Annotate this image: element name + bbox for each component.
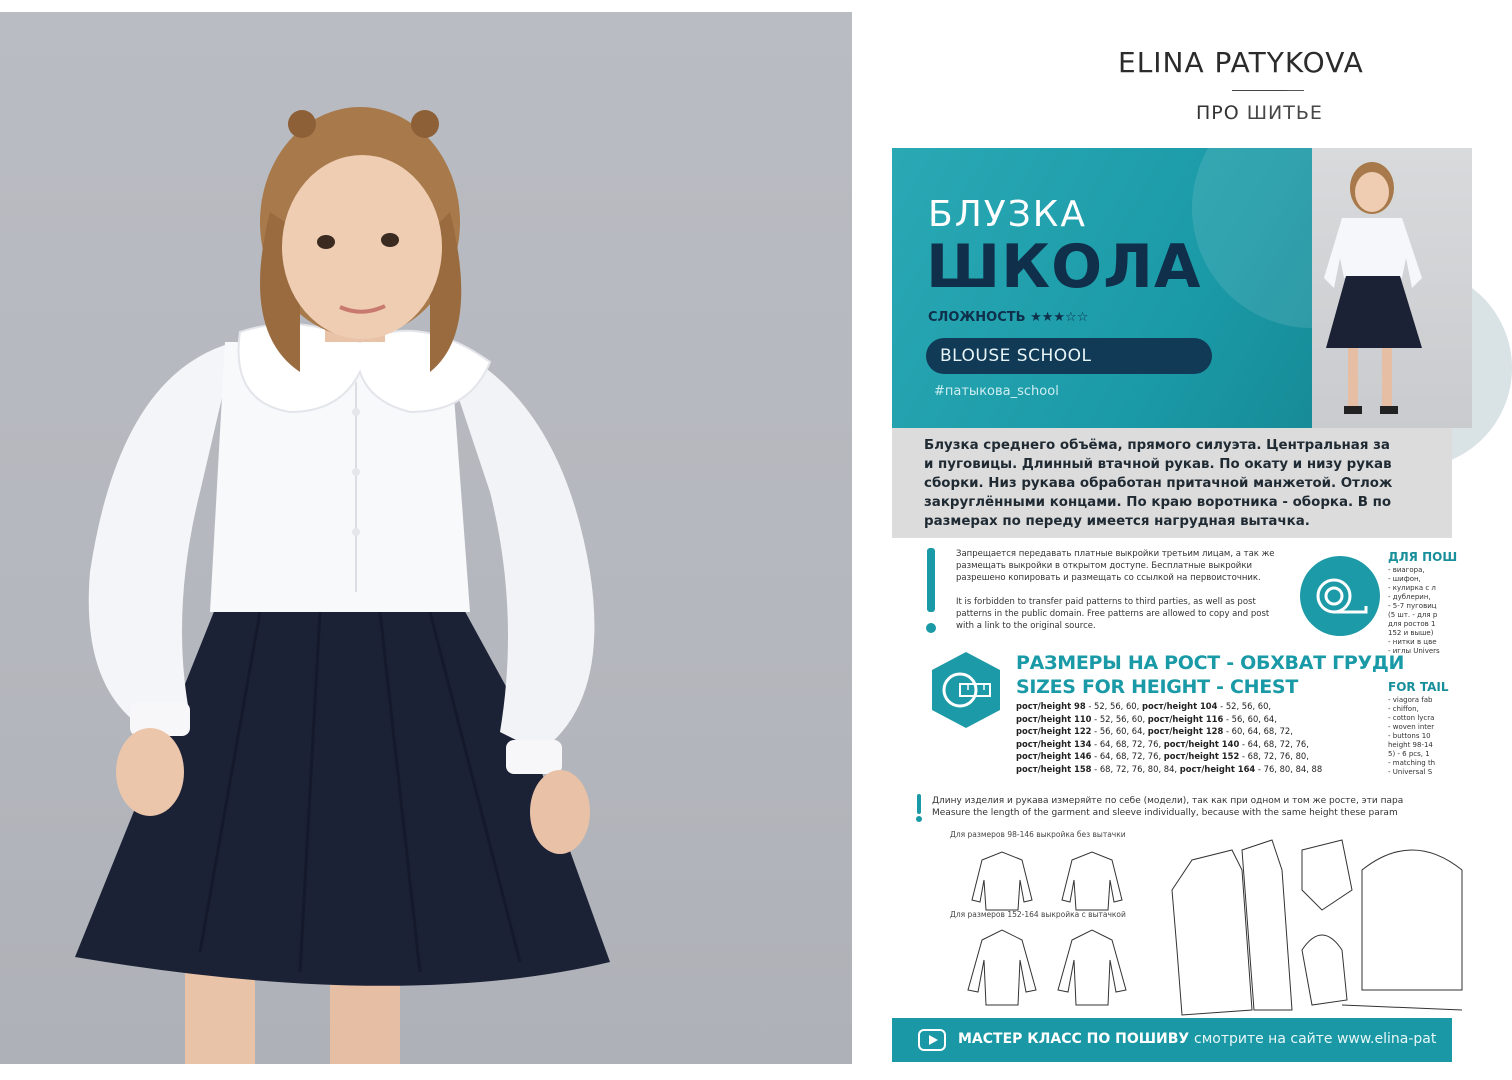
description [892,428,1452,538]
description-line: размерах по переду имеется нагрудная вытачка. [924,514,1310,529]
materials-list-en [1388,696,1435,777]
list-item: - Universal S [1388,768,1433,776]
footer-link[interactable]: смотрите на сайте www.elina-pat [1194,1031,1437,1047]
hashtag: #патыкова_school [934,384,1059,399]
english-name-pill: BLOUSE SCHOOL [926,338,1212,374]
difficulty-rating [928,310,1088,325]
difficulty-stars: ★★★☆☆ [1030,310,1089,325]
title-line-1: БЛУЗКА [928,194,1087,235]
list-item: height 98-14 [1388,741,1433,749]
list-item: - cotton lycra [1388,714,1435,722]
size-row: рост/height 158 - 68, 72, 76, 80, 84, рост/height 164 - 76, 80, 84, 88 [1016,763,1323,774]
play-icon[interactable] [918,1029,946,1051]
title-line-2: ШКОЛА [926,232,1202,302]
measuring-tape-icon [926,650,1006,730]
description-line: и пуговицы. Длинный втачной рукав. По окату и низу рукав [924,457,1392,472]
list-item: - buttons 10 [1388,732,1431,740]
list-item: - viagora fab [1388,696,1433,704]
description-line: Блузка среднего объёма, прямого силуэта. Центральная за [924,438,1390,453]
list-item: - виагора, [1388,566,1425,574]
materials-list-ru [1388,566,1440,656]
measure-note-en: Measure the length of the garment and sleeve individually, because with the same height these param [932,808,1398,818]
note-small-sizes: Для размеров 98-146 выкройка без вытачки [950,830,1126,839]
list-item: - chiffon, [1388,705,1419,713]
product-photo [0,12,852,1064]
footer-label: МАСТЕР КЛАСС ПО ПОШИВУ [958,1031,1190,1047]
hero-banner [892,148,1452,428]
size-row: рост/height 134 - 64, 68, 72, 76, рост/height 140 - 64, 68, 72, 76, [1016,738,1309,749]
pattern-sketches [942,830,1462,1020]
list-item: - нитки в цве [1388,638,1437,646]
left-hand [116,728,184,816]
size-row: рост/height 122 - 56, 60, 64, рост/height 128 - 60, 64, 68, 72, [1016,726,1293,737]
list-item: - кулирка с л [1388,584,1436,592]
sizes-table [1016,700,1322,776]
list-item: 152 и выше) [1388,629,1434,637]
sizes-heading-ru: РАЗМЕРЫ НА РОСТ - ОБХВАТ ГРУДИ [1016,652,1405,674]
list-item: - иглы Univers [1388,647,1440,655]
list-item: - woven inter [1388,723,1435,731]
description-line: закруглёнными концами. По краю воротника - оборка. В по [924,495,1392,510]
brand-name: ELINA PATYKOVA [1118,46,1364,79]
right-cuff [506,740,562,774]
copyright-warning-ru: Запрещается передавать платные выкройки третьим лицам, а так же размещать выкройки в открытом доступе. Бесплатные выкройки разрешено копировать и размещать со ссылкой на первоисточник. [956,549,1275,583]
size-row: рост/height 98 - 52, 56, 60, рост/height 104 - 52, 56, 60, [1016,701,1272,711]
size-row: рост/height 110 - 52, 56, 60, рост/height 116 - 56, 60, 64, [1016,713,1277,724]
footer-banner [892,1018,1452,1062]
right-hand [530,770,590,854]
hero-photo [1312,148,1472,428]
materials-heading-ru: ДЛЯ ПОШ [1388,550,1458,564]
girl-illustration [0,12,852,1064]
list-item: - дублерин, [1388,593,1431,601]
list-item: для ростов 1 [1388,620,1436,628]
brand-subtitle: ПРО ШИТЬЕ [1196,102,1323,124]
difficulty-label: СЛОЖНОСТЬ [928,310,1026,325]
exclamation-icon [916,794,922,822]
sizes-heading-en: SIZES FOR HEIGHT - CHEST [1016,676,1298,698]
fabric-roll-icon [1300,556,1380,636]
list-item: (5 шт. - для р [1388,611,1438,619]
list-item: - 5-7 пуговиц [1388,602,1437,610]
copyright-warning-en: It is forbidden to transfer paid patterns to third parties, as well as post patterns in the public domain. Free patterns are allowed to copy and post with a link to the original source. [956,597,1270,631]
size-row: рост/height 146 - 64, 68, 72, 76, рост/height 152 - 68, 72, 76, 80, [1016,751,1309,762]
pattern-sheet [852,0,1458,1080]
measure-note-ru: Длину изделия и рукава измеряйте по себе (модели), так как при одном и том же росте, эти пара [932,796,1404,806]
list-item: - matching th [1388,759,1436,767]
description-line: сборки. Низ рукава обработан притачной манжетой. Отлож [924,476,1393,491]
note-large-sizes: Для размеров 152-164 выкройка с вытачкой [950,910,1126,919]
materials-heading-en: FOR TAIL [1388,680,1449,694]
exclamation-icon [926,548,936,636]
list-item: - шифон, [1388,575,1421,583]
list-item: 5) - 6 pcs, 1 [1388,750,1430,758]
